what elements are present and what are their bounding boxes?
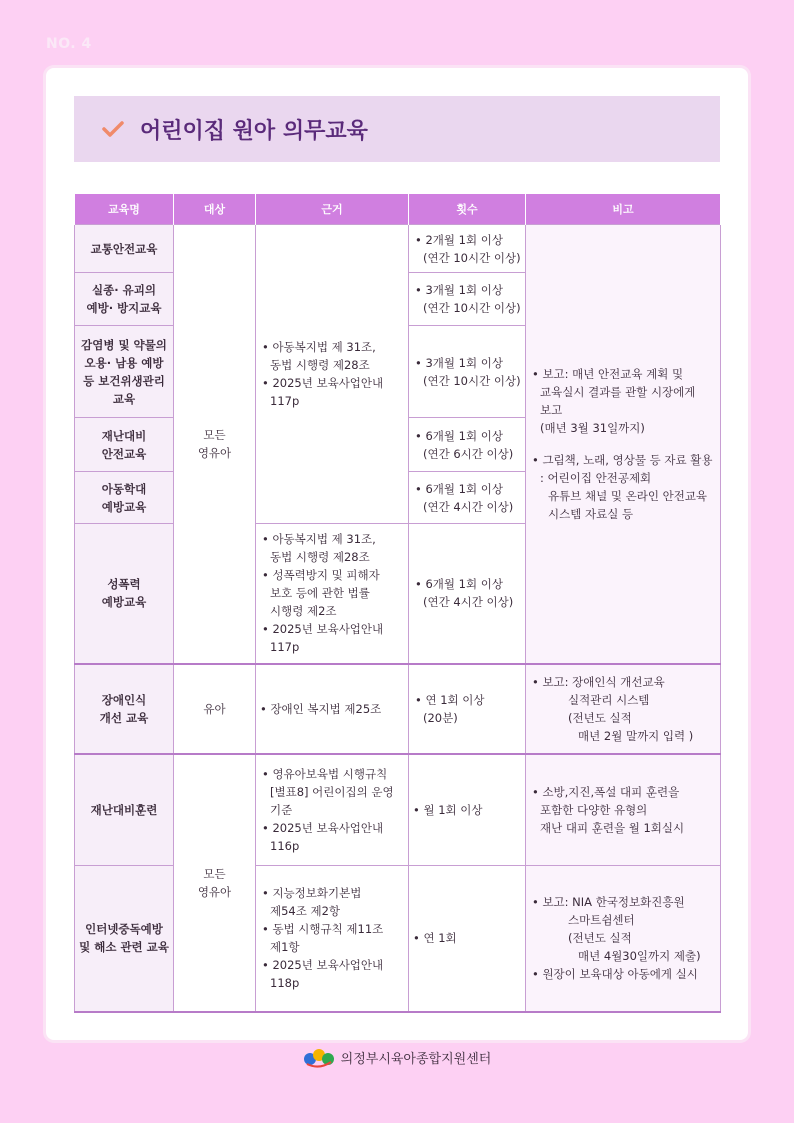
edu-name: 재난대비 안전교육: [75, 418, 174, 472]
footer: [0, 1046, 794, 1068]
table-row: [75, 866, 721, 1012]
count-cell: • 월 1회 이상: [409, 754, 526, 866]
count-cell: • 6개월 1회 이상 (연간 6시간 이상): [409, 418, 526, 472]
table-header-row: [75, 194, 721, 225]
count-cell: • 6개월 1회 이상 (연간 4시간 이상): [409, 472, 526, 524]
edu-name: 실종· 유괴의 예방· 방지교육: [75, 273, 174, 326]
edu-name: 아동학대 예방교육: [75, 472, 174, 524]
edu-name: 교통안전교육: [75, 225, 174, 273]
basis-cell: • 아동복지법 제 31조, 동법 시행령 제28조 • 성폭력방지 및 피해자 보호 등에 관한 법률 시행령 제2조 • 2025년 보육사업안내 117p: [256, 524, 409, 664]
title-box: [74, 96, 720, 162]
table-row: [75, 225, 721, 273]
footer-text: 의정부시육아종합지원센터: [340, 1051, 492, 1067]
count-cell: • 연 1회: [409, 866, 526, 1012]
education-table: [74, 194, 721, 1013]
header-note: 비고: [526, 194, 721, 225]
edu-name: 장애인식 개선 교육: [75, 664, 174, 754]
page-number: NO. 4: [46, 36, 92, 52]
count-cell: • 3개월 1회 이상 (연간 10시간 이상): [409, 273, 526, 326]
note-cell: • 보고: 장애인식 개선교육 실적관리 시스템 (전년도 실적 매년 2월 말까지 입력 ): [526, 664, 721, 754]
target-all: 모든 영유아: [174, 225, 256, 664]
header-basis: 근거: [256, 194, 409, 225]
edu-name: 재난대비훈련: [75, 754, 174, 866]
edu-name: 성폭력 예방교육: [75, 524, 174, 664]
count-cell: • 연 1회 이상 (20분): [409, 664, 526, 754]
basis-cell: • 아동복지법 제 31조, 동법 시행령 제28조 • 2025년 보육사업안내 117p: [256, 225, 409, 524]
page-title: 어린이집 원아 의무교육: [140, 118, 368, 144]
header-count: 횟수: [409, 194, 526, 225]
table-row: [75, 664, 721, 754]
table-row: [75, 754, 721, 866]
count-cell: • 6개월 1회 이상 (연간 4시간 이상): [409, 524, 526, 664]
header-name: 교육명: [75, 194, 174, 225]
header-target: 대상: [174, 194, 256, 225]
note-cell: • 보고: NIA 한국정보화진흥원 스마트쉼센터 (전년도 실적 매년 4월30일까지 제출) • 원장이 보육대상 아동에게 실시: [526, 866, 721, 1012]
basis-cell: • 장애인 복지법 제25조: [256, 664, 409, 754]
note-cell: • 소방,지진,폭설 대피 훈련을 포함한 다양한 유형의 재난 대피 훈련을 월 1회실시: [526, 754, 721, 866]
check-icon: [100, 116, 126, 142]
count-cell: • 3개월 1회 이상 (연간 10시간 이상): [409, 326, 526, 418]
basis-cell: • 영유아보육법 시행규칙 [별표8] 어린이집의 운영 기준 • 2025년 보육사업안내 116p: [256, 754, 409, 866]
content-card: [46, 68, 748, 1040]
note-cell: • 보고: 매년 안전교육 계획 및 교육실시 결과를 관할 시장에게 보고 (매년 3월 31일까지) • 그림책, 노래, 영상물 등 자료 활용 : 어린이집 안전공제회 유튜브 채널 및 온라인 안전교육 시스템 자료실 등: [526, 225, 721, 664]
center-logo-icon: [303, 1046, 335, 1068]
edu-name: 인터넷중독예방 및 해소 관련 교육: [75, 866, 174, 1012]
target-child: 유아: [174, 664, 256, 754]
edu-name: 감염병 및 약물의 오용· 남용 예방 등 보건위생관리 교육: [75, 326, 174, 418]
target-all: 모든 영유아: [174, 754, 256, 1012]
count-cell: • 2개월 1회 이상 (연간 10시간 이상): [409, 225, 526, 273]
basis-cell: • 지능정보화기본법 제54조 제2항 • 동법 시행규칙 제11조 제1항 • 2025년 보육사업안내 118p: [256, 866, 409, 1012]
